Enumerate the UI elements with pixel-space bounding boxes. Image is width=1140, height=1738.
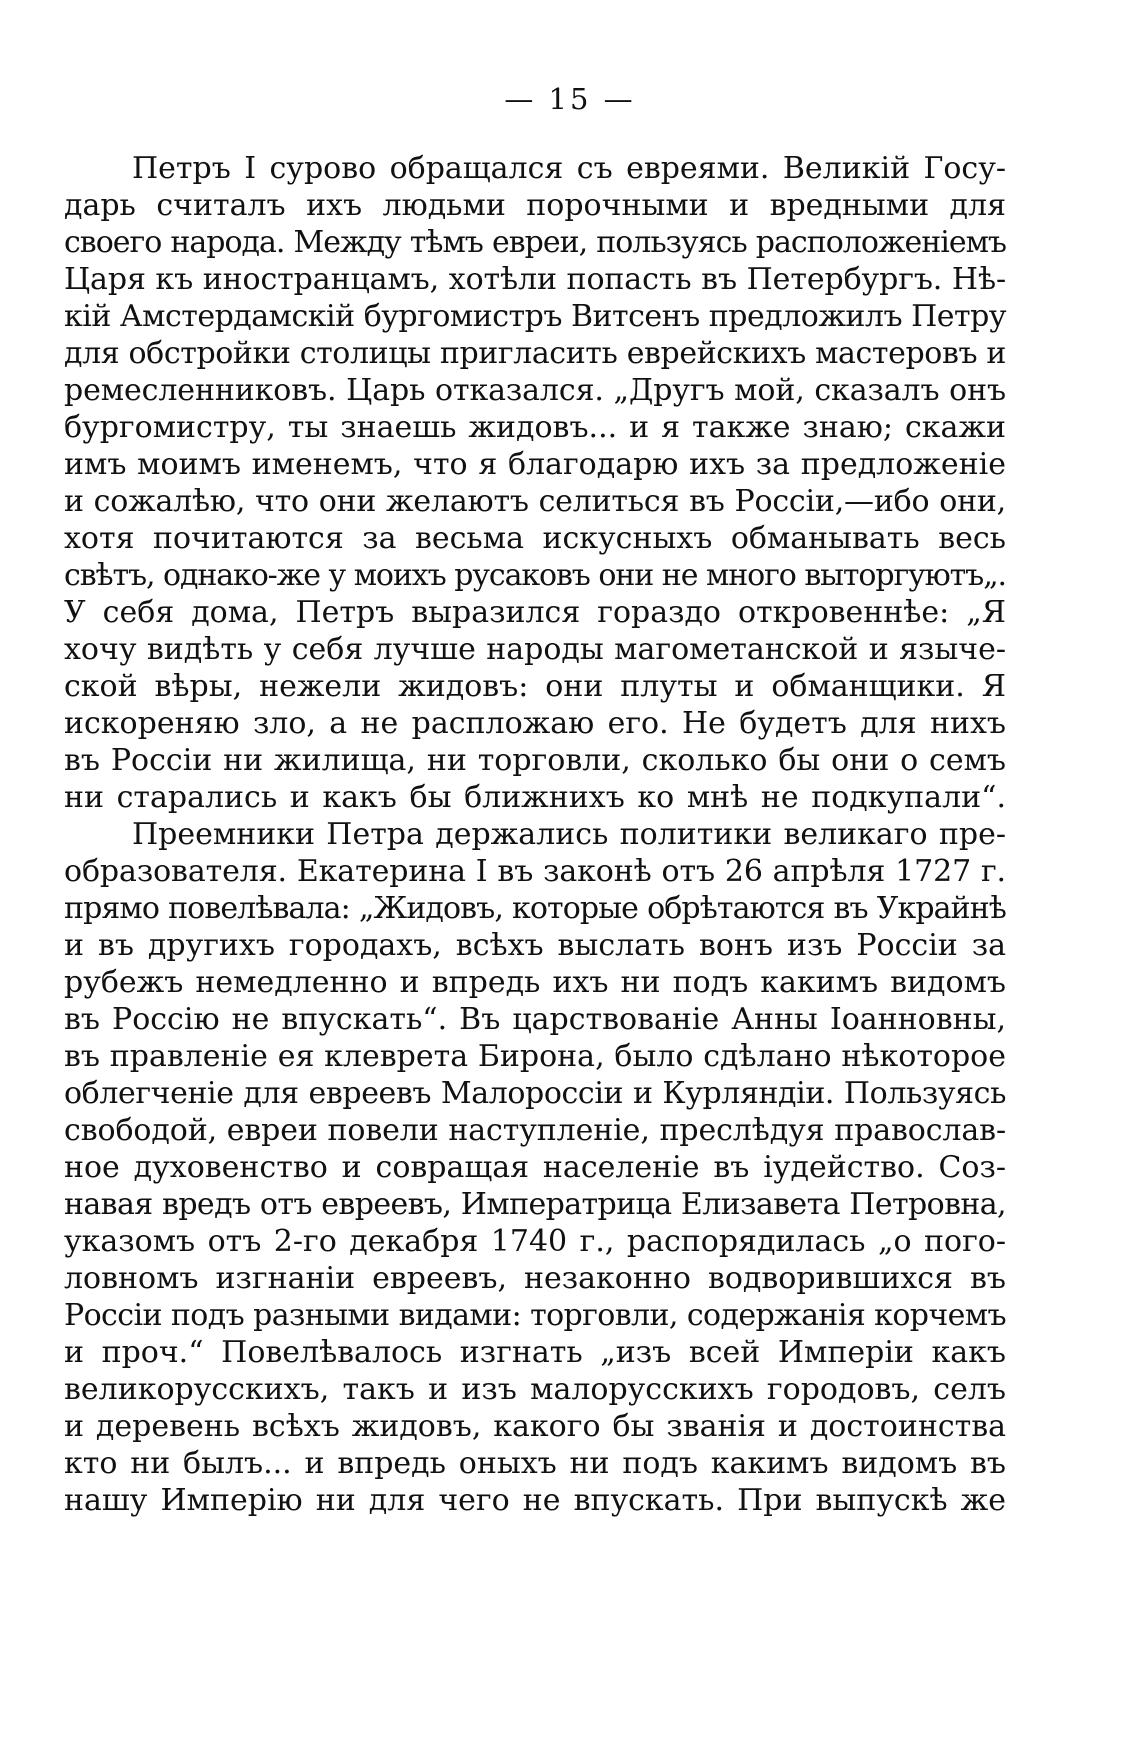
text-line: искореняю зло, а не распложаю его. Не будетъ для нихъ bbox=[64, 706, 1006, 741]
text-line: своего народа. Между тѣмъ евреи, пользуясь расположеніемъ bbox=[64, 225, 1006, 260]
text-line: Преемники Петра держались политики великаго пре- bbox=[132, 817, 1006, 852]
text-line: Россіи подъ разными видами: торговли, содержанія корчемъ bbox=[64, 1298, 1006, 1333]
text-line: и въ другихъ городахъ, всѣхъ выслать вонъ изъ Россіи за bbox=[64, 928, 1006, 963]
text-line: прямо повелѣвала: „Жидовъ, которые обрѣтаются въ Украйнѣ bbox=[64, 891, 1006, 926]
page-number: — 15 — bbox=[504, 82, 636, 116]
text-line: и проч.“ Повелѣвалось изгнать „изъ всей Имперіи какъ bbox=[64, 1335, 1006, 1370]
text-line: въ правленіе ея клеврета Бирона, было сдѣлано нѣкоторое bbox=[64, 1039, 1006, 1074]
text-line: указомъ отъ 2-го декабря 1740 г., распорядилась „о пого- bbox=[64, 1224, 1006, 1259]
text-line: свободой, евреи повели наступленіе, преслѣдуя православ- bbox=[64, 1113, 1006, 1148]
text-line: Царя къ иностранцамъ, хотѣли попасть въ Петербургъ. Нѣ- bbox=[64, 262, 1006, 297]
text-line: ловномъ изгнаніи евреевъ, незаконно водворившихся въ bbox=[64, 1261, 1006, 1296]
text-line: великорусскихъ, такъ и изъ малорусскихъ городовъ, селъ bbox=[64, 1372, 1006, 1407]
text-line: нашу Имперію ни для чего не впускать. При выпускѣ же bbox=[64, 1483, 1006, 1518]
text-line: облегченіе для евреевъ Малороссіи и Курляндіи. Пользуясь bbox=[64, 1076, 1006, 1111]
text-line: бургомистру, ты знаешь жидовъ... и я также знаю; скажи bbox=[64, 410, 1006, 445]
text-line: У себя дома, Петръ выразился гораздо откровеннѣе: „Я bbox=[64, 595, 1006, 630]
text-line: ное духовенство и совращая населеніе въ іудейство. Соз- bbox=[64, 1150, 1006, 1185]
text-line: дарь считалъ ихъ людьми порочными и вредными для bbox=[64, 188, 1006, 223]
text-line: ской вѣры, нежели жидовъ: они плуты и обманщики. Я bbox=[64, 669, 1006, 704]
text-line: для обстройки столицы пригласить еврейскихъ мастеровъ и bbox=[64, 336, 1006, 371]
text-line: свѣтъ, однако-же у моихъ русаковъ они не много выторгуютъ„. bbox=[64, 558, 1006, 593]
text-line: хотя почитаются за весьма искусныхъ обманывать весь bbox=[64, 521, 1006, 556]
text-line: ремесленниковъ. Царь отказался. „Другъ мой, сказалъ онъ bbox=[64, 373, 1006, 408]
text-line: рубежъ немедленно и впредь ихъ ни подъ какимъ видомъ bbox=[64, 965, 1006, 1000]
text-line: и деревень всѣхъ жидовъ, какого бы званія и достоинства bbox=[64, 1409, 1006, 1444]
text-line: хочу видѣть у себя лучше народы магометанской и языче- bbox=[64, 632, 1006, 667]
text-line: и сожалѣю, что они желаютъ селиться въ Россіи,—ибо они, bbox=[64, 484, 1006, 519]
text-line: въ Россію не впускать“. Въ царствованіе Анны Іоанновны, bbox=[64, 1002, 1006, 1037]
text-line: кто ни былъ... и впредь оныхъ ни подъ какимъ видомъ въ bbox=[64, 1446, 1006, 1481]
text-line: кій Амстердамскій бургомистръ Витсенъ предложилъ Петру bbox=[64, 299, 1006, 334]
text-line: Петръ I сурово обращался съ евреями. Великій Госу- bbox=[132, 151, 1006, 186]
text-line: имъ моимъ именемъ, что я благодарю ихъ за предложеніе bbox=[64, 447, 1006, 482]
text-line: въ Россіи ни жилища, ни торговли, сколько бы они о семъ bbox=[64, 743, 1006, 778]
body-text bbox=[64, 150, 1006, 1519]
text-line: образователя. Екатерина I въ законѣ отъ 26 апрѣля 1727 г. bbox=[64, 854, 1006, 889]
text-line: ни старались и какъ бы ближнихъ ко мнѣ не подкупали“. bbox=[64, 780, 1006, 815]
text-line: навая вредъ отъ евреевъ, Императрица Елизавета Петровна, bbox=[64, 1187, 1006, 1222]
